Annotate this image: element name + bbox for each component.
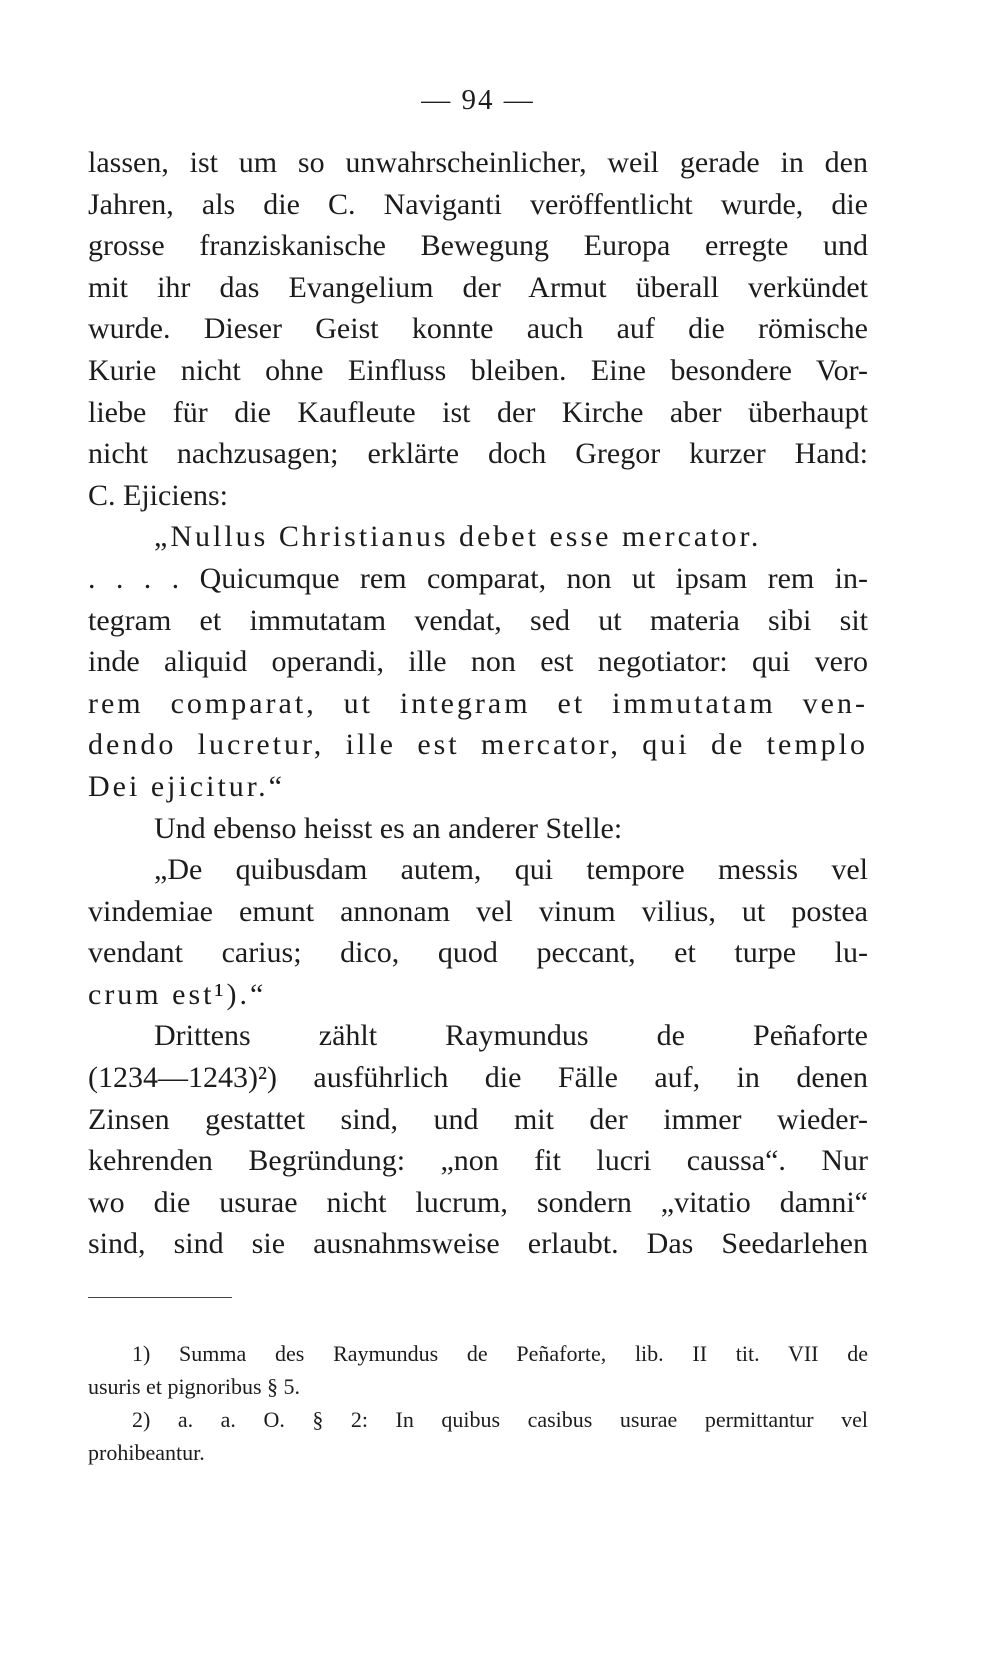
text-line: C. Ejiciens: xyxy=(88,478,228,512)
text-line: grosse franziskanische Bewegung Europa erregte und xyxy=(88,229,868,263)
quote-line: rem comparat, ut integram et immutatam ven- xyxy=(88,686,868,720)
quote-line: . . . . Quicumque rem comparat, non ut ipsam rem in- xyxy=(88,561,868,595)
quote-line: „Nullus Christianus debet esse mercator. xyxy=(154,520,762,554)
quote-line: tegram et immutatam vendat, sed ut materia sibi sit xyxy=(88,603,868,637)
text-line: (1234—1243)²) ausführlich die Fälle auf, in denen xyxy=(88,1061,868,1095)
text-line: mit ihr das Evangelium der Armut überall verkündet xyxy=(88,270,868,304)
text-line: lassen, ist um so unwahrscheinlicher, weil gerade in den xyxy=(88,146,868,179)
quote-line: Dei ejicitur.“ xyxy=(88,769,285,803)
text-line: wo die usurae nicht lucrum, sondern „vitatio damni“ xyxy=(88,1185,868,1219)
footnote-line: 1) Summa des Raymundus de Peñaforte, lib. II tit. VII de xyxy=(132,1341,868,1366)
footnote-line: usuris et pignoribus § 5. xyxy=(88,1374,301,1399)
page-number: — 94 — xyxy=(421,84,535,116)
text-line: Kurie nicht ohne Einfluss bleiben. Eine besondere Vor- xyxy=(88,353,868,387)
footnote-line: 2) a. a. O. § 2: In quibus casibus usurae permittantur vel xyxy=(132,1407,868,1432)
footnotes xyxy=(88,1337,868,1469)
text-line: kehrenden Begründung: „non fit lucri caussa“. Nur xyxy=(88,1144,868,1178)
quote-line: inde aliquid operandi, ille non est negotiator: qui vero xyxy=(88,645,868,679)
quote-line: dendo lucretur, ille est mercator, qui de templo xyxy=(88,728,868,762)
quote-line: crum est¹).“ xyxy=(88,977,267,1011)
text-line: liebe für die Kaufleute ist der Kirche aber überhaupt xyxy=(88,395,868,429)
text-line: nicht nachzusagen; erklärte doch Gregor kurzer Hand: xyxy=(88,437,868,471)
text-line: Drittens zählt Raymundus de Peñaforte xyxy=(154,1019,868,1053)
text-line: Jahren, als die C. Naviganti veröffentlicht wurde, die xyxy=(88,187,868,221)
footnote-line: prohibeantur. xyxy=(88,1440,205,1465)
text-line: sind, sind sie ausnahmsweise erlaubt. Das Seedarlehen xyxy=(88,1227,868,1261)
footnote-rule xyxy=(88,1297,232,1298)
text-line: Und ebenso heisst es an anderer Stelle: xyxy=(154,811,623,845)
quote-line: „De quibusdam autem, qui tempore messis vel xyxy=(154,853,868,887)
quote-line: vendant carius; dico, quod peccant, et turpe lu- xyxy=(88,936,868,970)
quote-line: vindemiae emunt annonam vel vinum vilius, ut postea xyxy=(88,894,868,928)
text-line: wurde. Dieser Geist konnte auch auf die römische xyxy=(88,312,868,346)
body-text xyxy=(88,142,868,1265)
text-line: Zinsen gestattet sind, und mit der immer wieder- xyxy=(88,1102,868,1136)
